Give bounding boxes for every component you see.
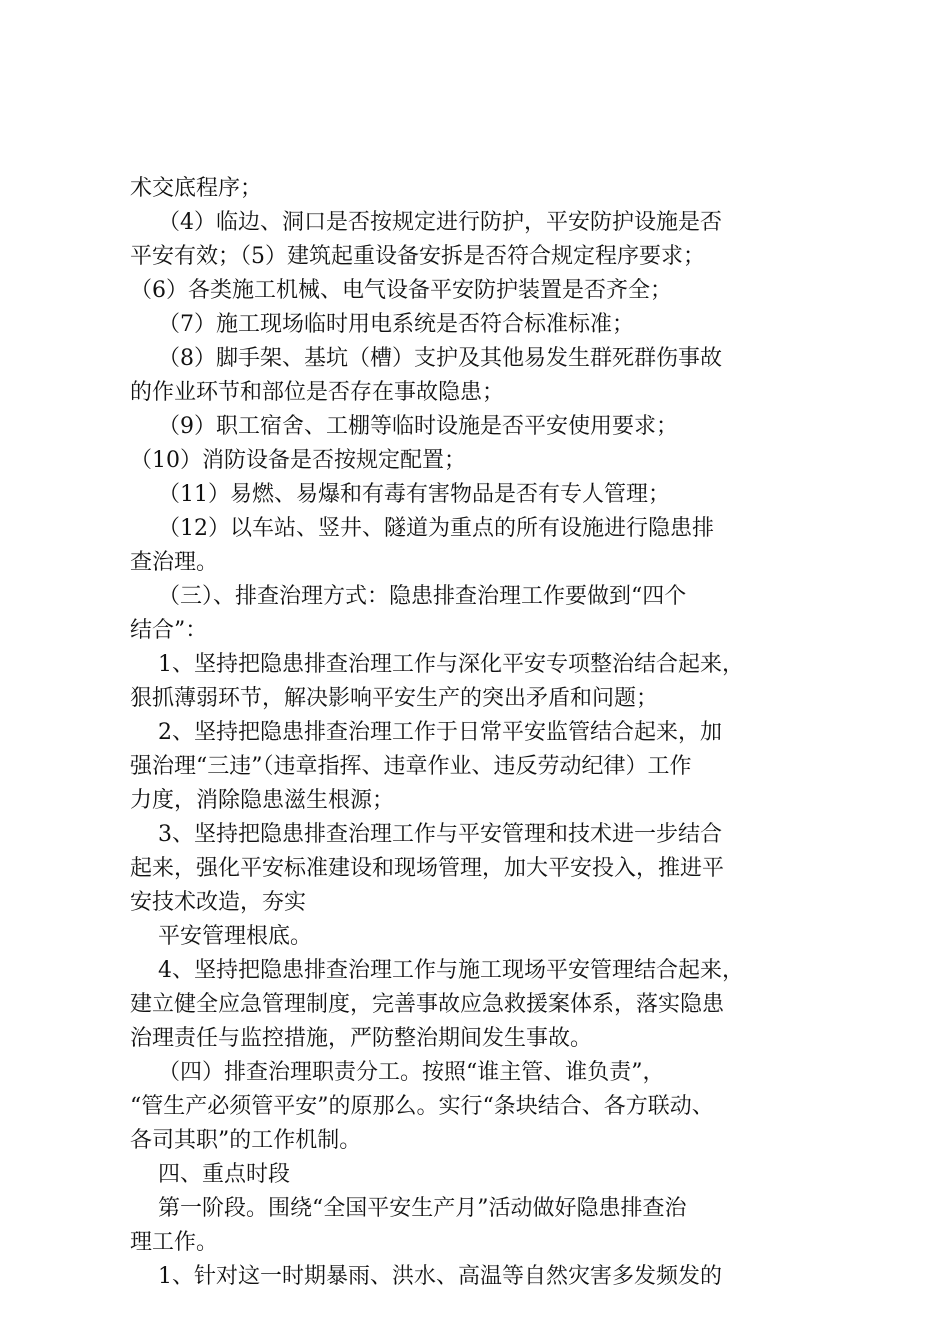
text-line: 的作业环节和部位是否存在事故隐患； bbox=[130, 380, 505, 405]
text-line: 狠抓薄弱环节，解决影响平安生产的突出矛盾和问题； bbox=[130, 686, 659, 711]
text-line: 起来，强化平安标准建设和现场管理，加大平安投入，推进平 bbox=[130, 856, 725, 881]
text-line: （7）施工现场临时用电系统是否符合标准标准； bbox=[130, 312, 634, 337]
text-line: 力度，消除隐患滋生根源； bbox=[130, 788, 395, 813]
text-line: 4、坚持把隐患排查治理工作与施工现场平安管理结合起来， bbox=[130, 958, 744, 983]
text-line: 1、针对这一时期暴雨、洪水、高温等自然灾害多发频发的 bbox=[130, 1264, 722, 1289]
text-line: （8）脚手架、基坑（槽）支护及其他易发生群死群伤事故 bbox=[130, 346, 722, 371]
text-line: 治理责任与监控措施，严防整治期间发生事故。 bbox=[130, 1026, 593, 1051]
text-line: 结合”： bbox=[130, 618, 208, 643]
text-line: 平安有效；（5）建筑起重设备安拆是否符合规定程序要求； bbox=[130, 244, 705, 269]
text-line: 四、重点时段 bbox=[130, 1162, 290, 1187]
text-line: 术交底程序； bbox=[130, 176, 263, 201]
text-line: 查治理。 bbox=[130, 550, 219, 575]
text-line: （9）职工宿舍、工棚等临时设施是否平安使用要求； bbox=[130, 414, 678, 439]
text-line: “管生产必须管平安”的原那么。实行“条块结合、各方联动、 bbox=[130, 1094, 714, 1119]
text-line: 各司其职”的工作机制。 bbox=[130, 1128, 362, 1153]
text-line: 安技术改造，夯实 bbox=[130, 890, 307, 915]
text-line: 强治理“三违”（违章指挥、违章作业、违反劳动纪律）工作 bbox=[130, 754, 692, 779]
text-line: 平安管理根底。 bbox=[130, 924, 312, 949]
text-line: （三）、排查治理方式：隐患排查治理工作要做到“四个 bbox=[130, 584, 687, 609]
text-line: 3、坚持把隐患排查治理工作与平安管理和技术进一步结合 bbox=[130, 822, 722, 847]
text-line: （4）临边、洞口是否按规定进行防护，平安防护设施是否 bbox=[130, 210, 722, 235]
text-line: 建立健全应急管理制度，完善事故应急救援案体系，落实隐患 bbox=[130, 992, 725, 1017]
text-line: （6）各类施工机械、电气设备平安防护装置是否齐全； bbox=[130, 278, 672, 303]
text-line: （11）易燃、易爆和有毒有害物品是否有专人管理； bbox=[130, 482, 670, 507]
text-line: 1、坚持把隐患排查治理工作与深化平安专项整治结合起来， bbox=[130, 652, 744, 677]
text-line: （10）消防设备是否按规定配置； bbox=[130, 448, 466, 473]
text-line: （12）以车站、竖井、隧道为重点的所有设施进行隐患排 bbox=[130, 516, 714, 541]
text-line: 第一阶段。围绕“全国平安生产月”活动做好隐患排查治 bbox=[130, 1196, 687, 1221]
text-line: 2、坚持把隐患排查治理工作于日常平安监管结合起来，加 bbox=[130, 720, 722, 745]
text-line: 理工作。 bbox=[130, 1230, 219, 1255]
text-line: （四）排查治理职责分工。按照“谁主管、谁负责”， bbox=[130, 1060, 665, 1085]
